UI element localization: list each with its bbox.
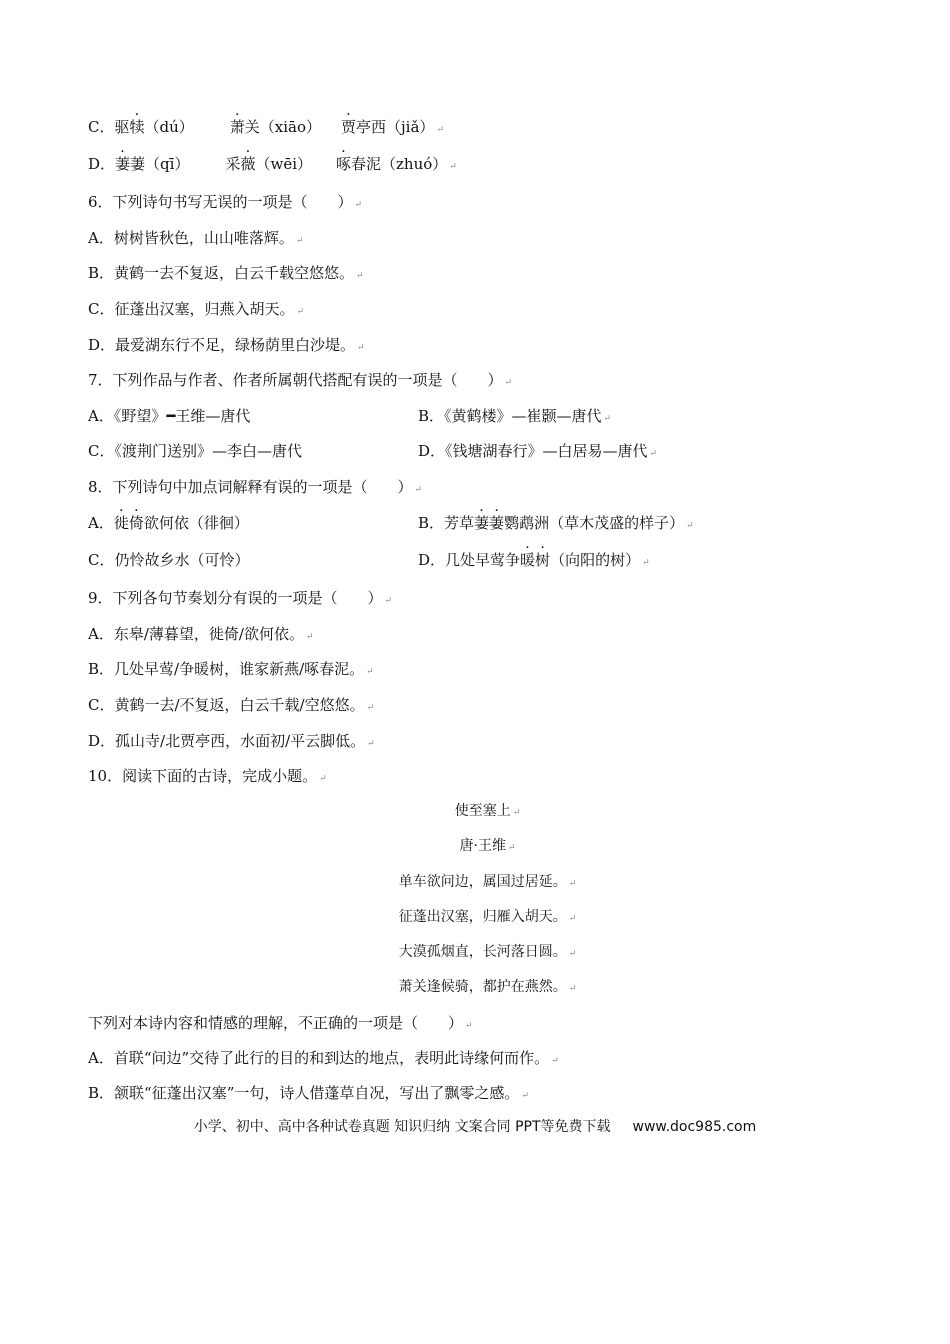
footer-text: 小学、初中、高中各种试卷真题 知识归纳 文案合同 PPT等免费下载 bbox=[193, 1119, 611, 1135]
q8-stem: 8．下列诗句中加点词解释有误的一项是（ ） ↵ bbox=[88, 478, 423, 496]
poem-author: 唐·王维 ↵ bbox=[459, 838, 516, 854]
q10-stem: 10．阅读下面的古诗，完成小题。 ↵ bbox=[88, 767, 327, 785]
q10-sub-stem: 下列对本诗内容和情感的理解，不正确的一项是（ ） ↵ bbox=[88, 1014, 473, 1032]
poem-line: 萧关逢候骑，都护在燕然。 ↵ bbox=[398, 979, 577, 995]
q7-option-b: B．《黄鹤楼》—崔颢—唐代 ↵ bbox=[418, 407, 612, 425]
poem-title: 使至塞上 ↵ bbox=[454, 803, 521, 819]
q6-option-c: C．征蓬出汉塞，归燕入胡天。 ↵ bbox=[88, 300, 305, 318]
q9-stem: 9．下列各句节奏划分有误的一项是（ ） ↵ bbox=[88, 589, 393, 607]
q9-option-a: A．东皋/薄暮望，徙倚/欲何依。 ↵ bbox=[88, 625, 314, 643]
page-footer bbox=[0, 1116, 950, 1136]
poem-line: 大漠孤烟直，长河落日圆。 ↵ bbox=[398, 944, 577, 960]
q8-option-d: D．几处早莺争暖树（向阳的树） ↵ bbox=[418, 551, 650, 569]
q7-option-d: D．《钱塘湖春行》—白居易—唐代 ↵ bbox=[418, 442, 658, 460]
q6-option-d: D．最爱湖东行不足，绿杨荫里白沙堤。 ↵ bbox=[88, 336, 365, 354]
q9-option-d: D．孤山寺/北贾亭西，水面初/平云脚低。 ↵ bbox=[88, 732, 375, 750]
q7-option-a: A．《野望》━王维—唐代 bbox=[88, 407, 251, 425]
footer-url[interactable]: www.doc985.com bbox=[632, 1119, 757, 1135]
q8-option-a: A．徙倚欲何依（徘徊） bbox=[88, 514, 249, 532]
poem-line: 单车欲问边，属国过居延。 ↵ bbox=[398, 874, 577, 890]
q5-option-c: C．驱犊（dú） 萧关（xiāo） 贾亭西（jiǎ） ↵ bbox=[88, 118, 444, 136]
q7-stem: 7．下列作品与作者、作者所属朝代搭配有误的一项是（ ） ↵ bbox=[88, 371, 513, 389]
q6-option-b: B．黄鹤一去不复返，白云千载空悠悠。 ↵ bbox=[88, 264, 364, 282]
q7-option-c: C．《渡荆门送别》—李白—唐代 bbox=[88, 442, 302, 460]
q9-option-c: C．黄鹤一去/不复返，白云千载/空悠悠。 ↵ bbox=[88, 696, 375, 714]
q6-option-a: A．树树皆秋色，山山唯落辉。 ↵ bbox=[88, 229, 304, 247]
q10-option-a: A．首联“问边”交待了此行的目的和到达的地点，表明此诗缘何而作。 ↵ bbox=[88, 1049, 559, 1067]
q6-stem: 6．下列诗句书写无误的一项是（ ） ↵ bbox=[88, 193, 363, 211]
q8-option-b: B．芳草萋萋鹦鹉洲（草木茂盛的样子） ↵ bbox=[418, 514, 694, 532]
q8-option-c: C．仍怜故乡水（可怜） bbox=[88, 551, 250, 569]
poem-line: 征蓬出汉塞，归雁入胡天。 ↵ bbox=[398, 909, 577, 925]
q9-option-b: B．几处早莺/争暖树，谁家新燕/啄春泥。 ↵ bbox=[88, 660, 374, 678]
q10-option-b: B．颔联“征蓬出汉塞”一句，诗人借蓬草自况，写出了飘零之感。 ↵ bbox=[88, 1084, 529, 1102]
q5-option-d: D．萋萋（qī） 采薇（wēi） 啄春泥（zhuó） ↵ bbox=[88, 155, 457, 173]
